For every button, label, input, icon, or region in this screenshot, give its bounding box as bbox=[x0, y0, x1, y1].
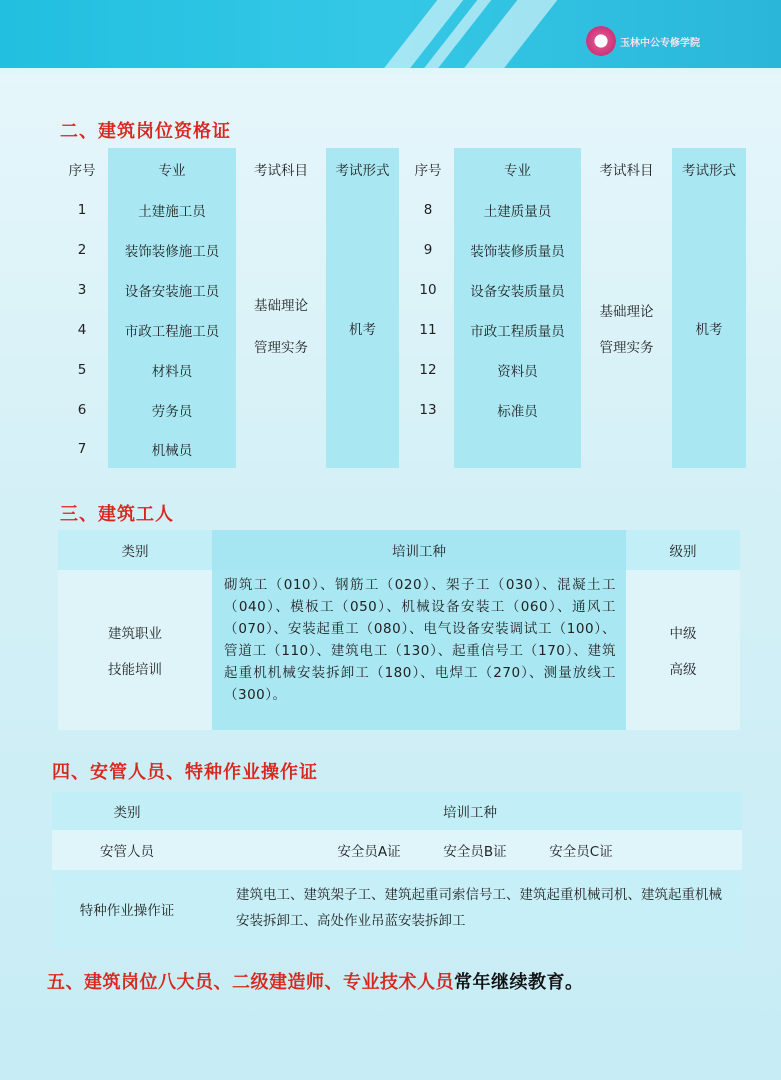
s3-level-mid: 中级 bbox=[669, 626, 697, 642]
s2-header-major-right: 专业 bbox=[504, 163, 531, 179]
table-row-no: 10 bbox=[419, 282, 437, 298]
table-row-major: 标准员 bbox=[497, 404, 538, 420]
s2-header-form-left: 考试形式 bbox=[335, 163, 390, 179]
table-row-no: 11 bbox=[419, 322, 437, 338]
s3-header-level: 级别 bbox=[669, 544, 697, 560]
s4-safety-b: 安全员B证 bbox=[443, 844, 507, 860]
s2-header-no-right: 序号 bbox=[414, 163, 442, 179]
table-row-major: 设备安装质量员 bbox=[470, 284, 565, 300]
table-row-major: 装饰装修施工员 bbox=[124, 244, 220, 260]
table-row-no: 2 bbox=[77, 242, 87, 258]
s2-right-subject-line1: 基础理论 bbox=[599, 304, 654, 320]
table-row-major: 材料员 bbox=[151, 364, 193, 380]
table-row-no: 7 bbox=[77, 441, 87, 457]
section-5-red: 五、建筑岗位八大员、二级建造师、专业技术人员 bbox=[47, 972, 454, 993]
table-row-no: 12 bbox=[419, 362, 437, 378]
s4-safety-a: 安全员A证 bbox=[337, 844, 401, 860]
s2-header-form-right: 考试形式 bbox=[682, 163, 736, 179]
s4-safety-category: 安管人员 bbox=[100, 844, 154, 860]
s2-header-subject-left: 考试科目 bbox=[254, 163, 308, 179]
table-row-major: 资料员 bbox=[497, 364, 538, 380]
s2-right-form-column bbox=[672, 148, 746, 468]
s2-header-subject-right: 考试科目 bbox=[599, 163, 654, 179]
table-row-major: 土建质量员 bbox=[483, 204, 552, 220]
s2-header-major-left: 专业 bbox=[158, 163, 186, 179]
s4-special-types: 建筑电工、建筑架子工、建筑起重司索信号工、建筑起重机械司机、建筑起重机械安装拆卸工、高处作业吊蓝安装拆卸工 bbox=[236, 887, 722, 929]
s4-header-category: 类别 bbox=[113, 805, 141, 821]
s2-left-subject-line1: 基础理论 bbox=[254, 298, 308, 314]
s3-header-types: 培训工种 bbox=[392, 544, 446, 560]
section-3-title: 三、建筑工人 bbox=[60, 504, 174, 525]
table-row-no: 9 bbox=[423, 242, 433, 258]
school-logo bbox=[586, 26, 700, 56]
s2-right-subject-line2: 管理实务 bbox=[599, 340, 654, 356]
s3-header-category: 类别 bbox=[121, 544, 149, 560]
section-4-title: 四、安管人员、特种作业操作证 bbox=[52, 762, 318, 783]
section-5-text bbox=[47, 968, 584, 994]
s2-left-subject-line2: 管理实务 bbox=[254, 340, 308, 356]
table-row-major: 市政工程施工员 bbox=[124, 324, 220, 340]
table-row-major: 装饰装修质量员 bbox=[470, 244, 565, 260]
table-row-major: 市政工程质量员 bbox=[470, 324, 565, 340]
table-row-major: 劳务员 bbox=[151, 404, 193, 420]
section-5-black: 常年继续教育。 bbox=[454, 972, 584, 993]
s4-special-category: 特种作业操作证 bbox=[79, 903, 175, 919]
s3-category-line1: 建筑职业 bbox=[108, 626, 162, 642]
table-row-no: 8 bbox=[423, 202, 433, 218]
s4-header-types: 培训工种 bbox=[443, 805, 497, 821]
table-row-major: 机械员 bbox=[151, 443, 193, 459]
s3-category-line2: 技能培训 bbox=[108, 662, 162, 678]
s3-level-high: 高级 bbox=[669, 662, 697, 678]
s2-right-form: 机考 bbox=[695, 322, 723, 338]
s4-safety-c: 安全员C证 bbox=[549, 844, 613, 860]
table-row-no: 1 bbox=[77, 202, 87, 218]
table-row-no: 4 bbox=[77, 322, 87, 338]
table-row-no: 3 bbox=[77, 282, 87, 298]
s2-left-form-column bbox=[326, 148, 399, 468]
s2-header-no-left: 序号 bbox=[68, 163, 96, 179]
table-row-no: 13 bbox=[419, 402, 437, 418]
logo-text: 玉林中公专修学院 bbox=[620, 37, 700, 49]
s2-left-form: 机考 bbox=[349, 322, 376, 338]
table-row-no: 6 bbox=[77, 402, 87, 418]
s3-training-types: 砌筑工（010）、钢筋工（020）、架子工（030）、混凝土工（040）、模板工（050）、机械设备安装工（060）、通风工（070）、安装起重工（080）、电气设备安装调试工（100）、管道工（110）、建筑电工（130）、起重信号工（170）、建筑起重机机械安装拆卸工（180）、电焊工（270）、测量放线工（300）。 bbox=[224, 577, 616, 703]
table-row-no: 5 bbox=[77, 362, 87, 378]
logo-emblem-icon bbox=[586, 26, 616, 56]
table-row-major: 土建施工员 bbox=[138, 204, 206, 220]
table-row-major: 设备安装施工员 bbox=[124, 284, 220, 300]
section-2-title: 二、建筑岗位资格证 bbox=[60, 121, 231, 142]
header-divider bbox=[0, 68, 781, 74]
